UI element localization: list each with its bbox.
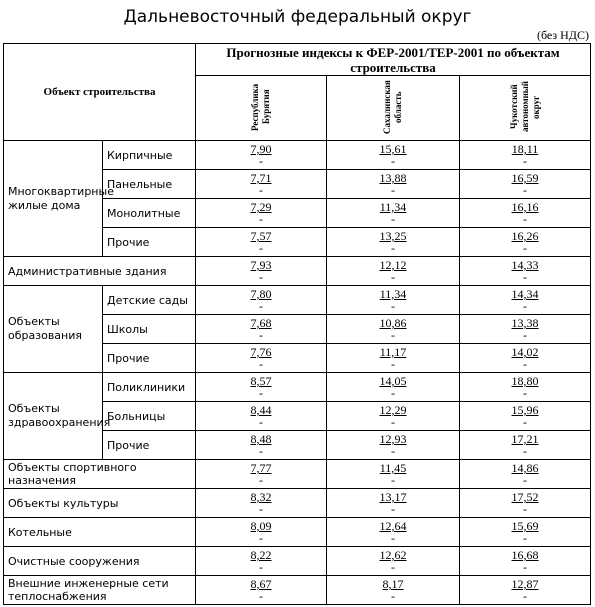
page-title: Дальневосточный федеральный округ <box>123 7 472 27</box>
value-cell: 14,34 - <box>460 286 591 315</box>
group-label-housing: Многоквартирные жилые дома <box>4 141 103 257</box>
value-cell: 14,05 - <box>327 373 460 402</box>
table-row <box>4 373 591 402</box>
value-cell: 13,25 - <box>327 228 460 257</box>
table-row <box>4 547 591 576</box>
value-cell: 11,34 - <box>327 286 460 315</box>
value-cell: 8,57 - <box>196 373 327 402</box>
value-cell: 7,80 - <box>196 286 327 315</box>
vat-note: (без НДС) <box>536 28 589 42</box>
group-label-health: Объекты здравоохранения <box>4 373 103 460</box>
value-cell: 7,68 - <box>196 315 327 344</box>
value-cell: 7,76 - <box>196 344 327 373</box>
table-row <box>4 576 591 605</box>
value-cell: 7,90 - <box>196 141 327 170</box>
value-cell: 17,52 - <box>460 489 591 518</box>
value-cell: 12,62 - <box>327 547 460 576</box>
row-label: Панельные <box>103 170 196 199</box>
value-cell: 16,68 - <box>460 547 591 576</box>
value-cell: 15,69 - <box>460 518 591 547</box>
value-cell: 8,32 - <box>196 489 327 518</box>
value-cell: 12,93 - <box>327 431 460 460</box>
value-cell: 14,33 - <box>460 257 591 286</box>
value-cell: 7,93 - <box>196 257 327 286</box>
row-label: Объекты культуры <box>4 489 196 518</box>
value-cell: 12,12 - <box>327 257 460 286</box>
object-header: Объект строительства <box>4 44 196 141</box>
indices-header: Прогнозные индексы к ФЕР-2001/ТЕР-2001 по объектам строительства <box>196 44 591 76</box>
table-row <box>4 141 591 170</box>
value-cell: 8,48 - <box>196 431 327 460</box>
value-cell: 15,96 - <box>460 402 591 431</box>
value-cell: 15,61 - <box>327 141 460 170</box>
value-cell: 18,80 - <box>460 373 591 402</box>
region-header-sakhalin: Сахалинская область <box>327 76 460 141</box>
table-row <box>4 489 591 518</box>
table-row <box>4 460 591 489</box>
row-label: Внешние инженерные сети теплоснабжения <box>4 576 196 605</box>
row-label: Объекты спортивного назначения <box>4 460 196 489</box>
row-label: Прочие <box>103 431 196 460</box>
row-label: Школы <box>103 315 196 344</box>
value-cell: 13,88 - <box>327 170 460 199</box>
region-header-chukotka: Чукотский автономный округ <box>460 76 591 141</box>
row-label: Прочие <box>103 344 196 373</box>
value-cell: 8,44 - <box>196 402 327 431</box>
value-cell: 16,26 - <box>460 228 591 257</box>
value-cell: 18,11 - <box>460 141 591 170</box>
value-cell: 8,67 - <box>196 576 327 605</box>
value-cell: 7,57 - <box>196 228 327 257</box>
table-row <box>4 518 591 547</box>
row-label: Прочие <box>103 228 196 257</box>
value-cell: 11,17 - <box>327 344 460 373</box>
header-row-1 <box>4 44 591 76</box>
price-index-table <box>3 43 591 605</box>
value-cell: 7,77 - <box>196 460 327 489</box>
value-cell: 13,38 - <box>460 315 591 344</box>
value-cell: 10,86 - <box>327 315 460 344</box>
table-row <box>4 286 591 315</box>
value-cell: 12,87 - <box>460 576 591 605</box>
value-cell: 7,29 - <box>196 199 327 228</box>
row-label: Кирпичные <box>103 141 196 170</box>
value-cell: 17,21 - <box>460 431 591 460</box>
value-cell: 13,17 - <box>327 489 460 518</box>
value-cell: 12,29 - <box>327 402 460 431</box>
row-label: Монолитные <box>103 199 196 228</box>
row-label: Больницы <box>103 402 196 431</box>
value-cell: 8,09 - <box>196 518 327 547</box>
value-cell: 14,02 - <box>460 344 591 373</box>
row-label: Административные здания <box>4 257 196 286</box>
row-label: Поликлиники <box>103 373 196 402</box>
value-cell: 16,16 - <box>460 199 591 228</box>
group-label-education: Объекты образования <box>4 286 103 373</box>
value-cell: 12,64 - <box>327 518 460 547</box>
row-label: Котельные <box>4 518 196 547</box>
value-cell: 16,59 - <box>460 170 591 199</box>
value-cell: 11,34 - <box>327 199 460 228</box>
value-cell: 11,45 - <box>327 460 460 489</box>
value-cell: 7,71 - <box>196 170 327 199</box>
value-cell: 14,86 - <box>460 460 591 489</box>
row-label: Очистные сооружения <box>4 547 196 576</box>
row-label: Детские сады <box>103 286 196 315</box>
value-cell: 8,17 - <box>327 576 460 605</box>
table-row <box>4 257 591 286</box>
region-header-buryatia: Республика Бурятия <box>196 76 327 141</box>
value-cell: 8,22 - <box>196 547 327 576</box>
